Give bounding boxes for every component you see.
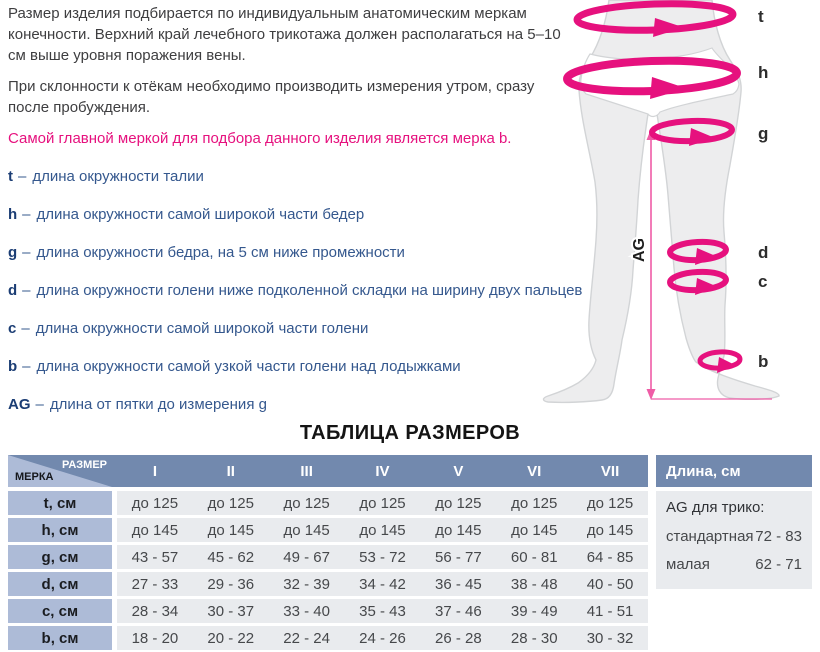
row-label: d, см (8, 572, 112, 596)
table-cell: до 145 (117, 518, 193, 542)
measurement-key: g (8, 244, 18, 261)
table-cell: 49 - 67 (269, 545, 345, 569)
table-cell: 32 - 39 (269, 572, 345, 596)
table-cell: 20 - 22 (193, 626, 269, 650)
table-cell: до 125 (345, 491, 421, 515)
table-cell: 30 - 32 (572, 626, 648, 650)
table-cell: до 145 (496, 518, 572, 542)
column-header-2: II (226, 462, 235, 480)
table-cell: 43 - 57 (117, 545, 193, 569)
table-cell: до 145 (420, 518, 496, 542)
legend-item-b (8, 356, 568, 377)
row-label: c, см (8, 599, 112, 623)
size-table-title: ТАБЛИЦА РАЗМЕРОВ (299, 422, 521, 444)
measurement-key: b (8, 358, 18, 375)
dash-separator: – (35, 396, 44, 413)
figure-label-d: d (758, 243, 769, 262)
measurement-key: t (8, 168, 13, 185)
measurement-desc: длина окружности голени ниже подколенной складки на ширину двух пальцев (36, 282, 583, 299)
measurement-desc: длина от пятки до измерения g (49, 396, 267, 413)
table-cell: 40 - 50 (572, 572, 648, 596)
table-cell: 27 - 33 (117, 572, 193, 596)
table-row-c (8, 599, 648, 623)
dash-separator: – (22, 244, 31, 261)
corner-label-measure: МЕРКА (15, 471, 54, 483)
table-cell: до 125 (496, 491, 572, 515)
key-measurement-note: Самой главной меркой для подбора данного изделия является мерка b. (8, 130, 512, 147)
legend-item-g (8, 242, 568, 263)
measurement-desc: длина окружности талии (32, 168, 204, 185)
column-header-1: I (152, 462, 157, 480)
row-label: h, см (8, 518, 112, 542)
table-cell: 39 - 49 (496, 599, 572, 623)
legend-item-h (8, 204, 568, 225)
row-label: b, см (8, 626, 112, 650)
table-cell: 64 - 85 (572, 545, 648, 569)
figure-label-g: g (758, 124, 769, 143)
row-label: t, см (8, 491, 112, 515)
length-panel-header: Длина, см (656, 455, 812, 487)
table-cell: 35 - 43 (345, 599, 421, 623)
length-row-value: 62 - 71 (755, 556, 802, 573)
size-table-header-row (8, 455, 648, 487)
table-cell: 37 - 46 (420, 599, 496, 623)
table-cell: до 125 (117, 491, 193, 515)
measurement-key: c (8, 320, 17, 337)
column-header-5: V (453, 462, 464, 480)
dash-separator: – (21, 320, 30, 337)
length-panel-body (656, 491, 812, 589)
measurement-desc: длина окружности самой узкой части голени над лодыжками (36, 358, 461, 375)
table-cell: до 125 (193, 491, 269, 515)
table-cell: до 125 (572, 491, 648, 515)
table-cell: 29 - 36 (193, 572, 269, 596)
legend-item-ag (8, 394, 568, 415)
table-cell: 36 - 45 (420, 572, 496, 596)
table-cell: 45 - 62 (193, 545, 269, 569)
column-header-4: IV (375, 462, 390, 480)
figure-label-b: b (758, 352, 769, 371)
intro-paragraph-1: Размер изделия подбирается по индивидуальным анатомическим меркам конечности. Верхний край лечебного трикотажа должен располагаться на 5–10 см выше уровня поражения вены. (8, 5, 561, 64)
column-header-3: III (300, 462, 313, 480)
dash-separator: – (18, 168, 27, 185)
dash-separator: – (22, 282, 31, 299)
table-row-g (8, 545, 648, 569)
table-cell: 41 - 51 (572, 599, 648, 623)
table-cell: до 145 (193, 518, 269, 542)
table-cell: до 125 (420, 491, 496, 515)
dash-separator: – (22, 358, 31, 375)
measurement-desc: длина окружности самой широкой части голени (35, 320, 369, 337)
measurement-desc: длина окружности бедра, на 5 см ниже промежности (36, 244, 405, 261)
leg-measurement-diagram (540, 0, 820, 412)
table-cell: 34 - 42 (345, 572, 421, 596)
figure-label-h: h (758, 63, 769, 82)
length-row-label: малая (666, 556, 710, 573)
table-row-t (8, 491, 648, 515)
figure-label-t: t (758, 7, 764, 26)
legend-item-t (8, 166, 568, 187)
length-panel-subheader: AG для трико: (666, 499, 765, 516)
figure-label-c: c (758, 272, 768, 291)
table-cell: 26 - 28 (420, 626, 496, 650)
table-cell: 22 - 24 (269, 626, 345, 650)
intro-paragraph-2: При склонности к отёкам необходимо производить измерения утром, сразу после пробуждения. (8, 78, 535, 116)
table-cell: 60 - 81 (496, 545, 572, 569)
length-row-small (666, 556, 802, 573)
table-row-b (8, 626, 648, 650)
table-cell: 28 - 30 (496, 626, 572, 650)
table-cell: 28 - 34 (117, 599, 193, 623)
table-cell: 56 - 77 (420, 545, 496, 569)
table-cell: 30 - 37 (193, 599, 269, 623)
table-cell: до 125 (269, 491, 345, 515)
table-cell: 18 - 20 (117, 626, 193, 650)
table-corner-cell (8, 455, 112, 487)
measurement-key: AG (8, 396, 31, 413)
row-label: g, см (8, 545, 112, 569)
column-header-7: VII (600, 462, 620, 480)
legend-item-d (8, 280, 583, 301)
table-row-d (8, 572, 648, 596)
table-cell: 24 - 26 (345, 626, 421, 650)
table-cell: до 145 (345, 518, 421, 542)
ag-line-label: AG (631, 238, 648, 262)
column-header-6: VI (527, 462, 542, 480)
legend-item-c (8, 318, 568, 339)
table-cell: до 145 (269, 518, 345, 542)
dash-separator: – (22, 206, 31, 223)
measurement-key: h (8, 206, 18, 223)
table-cell: до 145 (572, 518, 648, 542)
measurement-legend (8, 166, 583, 415)
corner-label-size: РАЗМЕР (61, 459, 107, 471)
length-row-standard (666, 528, 802, 545)
table-cell: 53 - 72 (345, 545, 421, 569)
size-table (8, 455, 648, 650)
table-row-h (8, 518, 648, 542)
length-row-label: стандартная (666, 528, 754, 545)
length-row-value: 72 - 83 (755, 528, 802, 545)
measurement-desc: длина окружности самой широкой части бедер (36, 206, 365, 223)
length-panel (656, 455, 812, 589)
table-cell: 33 - 40 (269, 599, 345, 623)
table-cell: 38 - 48 (496, 572, 572, 596)
measurement-key: d (8, 282, 18, 299)
intro-text-column (8, 0, 583, 432)
